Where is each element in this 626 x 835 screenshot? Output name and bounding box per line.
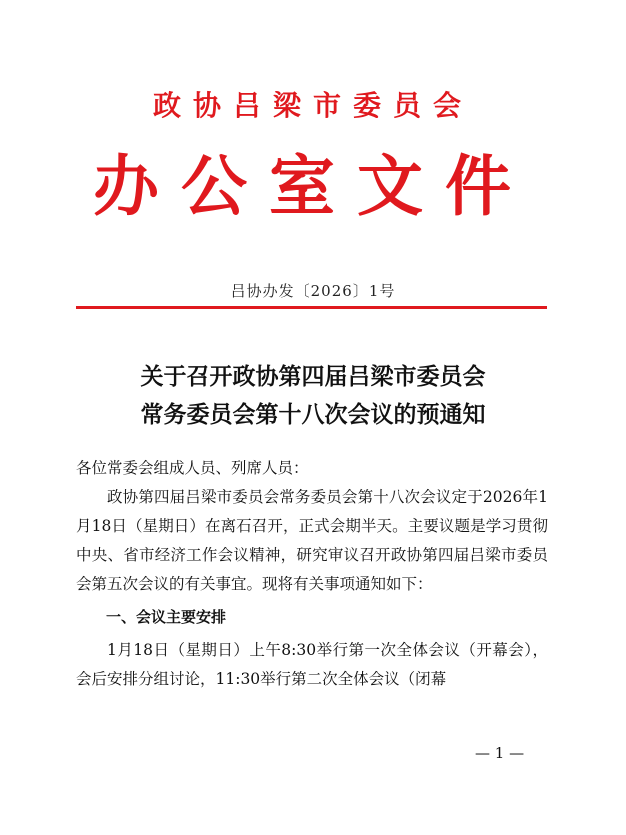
body-paragraph-1: 政协第四届吕梁市委员会常务委员会第十八次会议定于2026年1月18日（星期日）在离石召开，正式会期半天。主要议题是学习贯彻中央、省市经济工作会议精神，研究审议召开政协第四届吕梁市委员会第五次会议的有关事宜。现将有关事项通知如下： — [76, 488, 548, 593]
title-line-1: 关于召开政协第四届吕梁市委员会 — [140, 363, 486, 390]
org-name: 政协吕梁市委员会 — [152, 89, 473, 122]
body-paragraph-2: 1月18日（星期日）上午8:30举行第一次全体会议（开幕会），会后安排分组讨论，11:30举行第二次全体会议（闭幕 — [76, 641, 548, 688]
title-line-2: 常务委员会第十八次会议的预通知 — [140, 401, 486, 428]
notice-body — [76, 454, 548, 694]
salutation: 各位常委会组成人员、列席人员： — [76, 459, 309, 477]
red-separator-line — [76, 306, 547, 309]
notice-title — [0, 358, 626, 434]
page-number: — 1 — — [475, 744, 525, 762]
section-heading-1: 一、会议主要安排 — [106, 608, 227, 626]
document-number: 吕协办发〔2026〕1号 — [230, 282, 396, 300]
document-type-heading: 办公室文件 — [93, 147, 533, 225]
